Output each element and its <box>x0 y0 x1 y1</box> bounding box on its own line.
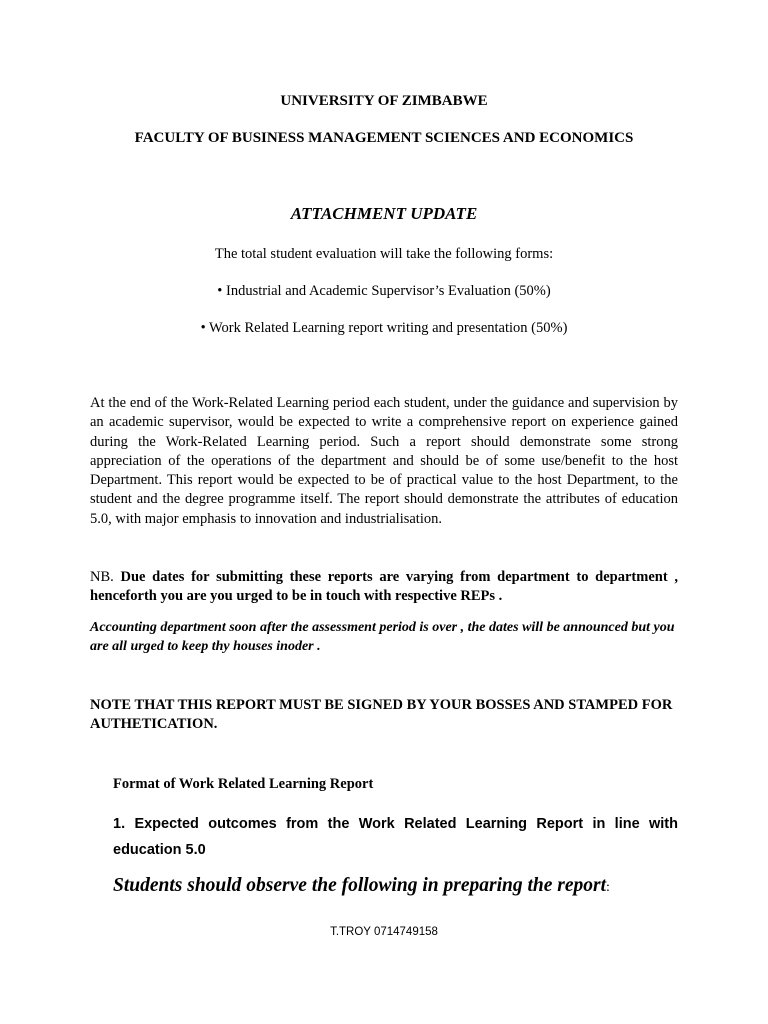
evaluation-item: • Industrial and Academic Supervisor’s Evaluation (50%) <box>217 283 551 299</box>
observe-heading-text: Students should observe the following in preparing the report <box>113 875 606 896</box>
nb-paragraph <box>90 568 678 606</box>
evaluation-item: • Work Related Learning report writing and presentation (50%) <box>200 320 568 336</box>
evaluation-intro: The total student evaluation will take the following forms: <box>214 246 554 262</box>
signature-note: NOTE THAT THIS REPORT MUST BE SIGNED BY YOUR BOSSES AND STAMPED FOR AUTHETICATION. <box>90 697 673 732</box>
accounting-note: Accounting department soon after the assessment period is over , the dates will be announced but you are all urged to keep thy houses inoder . <box>90 620 675 654</box>
observe-heading <box>113 875 610 897</box>
format-heading: Format of Work Related Learning Report <box>113 776 374 792</box>
observe-heading-colon: : <box>606 880 610 895</box>
document-title: ATTACHMENT UPDATE <box>290 204 478 223</box>
body-paragraph: At the end of the Work-Related Learning period each student, under the guidance and supervision by an academic supervisor, would be expected to write a comprehensive report on experience gained during the Work-Related Learning period. Such a report should demonstrate some strong appreciation of the operations of the department and should be of some use/benefit to the host Department. This report would be expected to be of practical value to the host Department, to the student and the degree programme itself. The report should demonstrate the attributes of education 5.0, with major emphasis to innovation and industrialisation. <box>90 395 678 527</box>
page-footer: T.TROY 0714749158 <box>330 926 438 938</box>
faculty-title: FACULTY OF BUSINESS MANAGEMENT SCIENCES AND ECONOMICS <box>134 130 634 146</box>
nb-prefix: NB. <box>90 569 121 585</box>
university-title: UNIVERSITY OF ZIMBABWE <box>280 93 488 109</box>
outcomes-heading: 1. Expected outcomes from the Work Related Learning Report in line with education 5.0 <box>113 816 678 858</box>
nb-text: Due dates for submitting these reports are varying from department to department , henceforth you are you urged to be in touch with respective REPs . <box>90 569 678 604</box>
